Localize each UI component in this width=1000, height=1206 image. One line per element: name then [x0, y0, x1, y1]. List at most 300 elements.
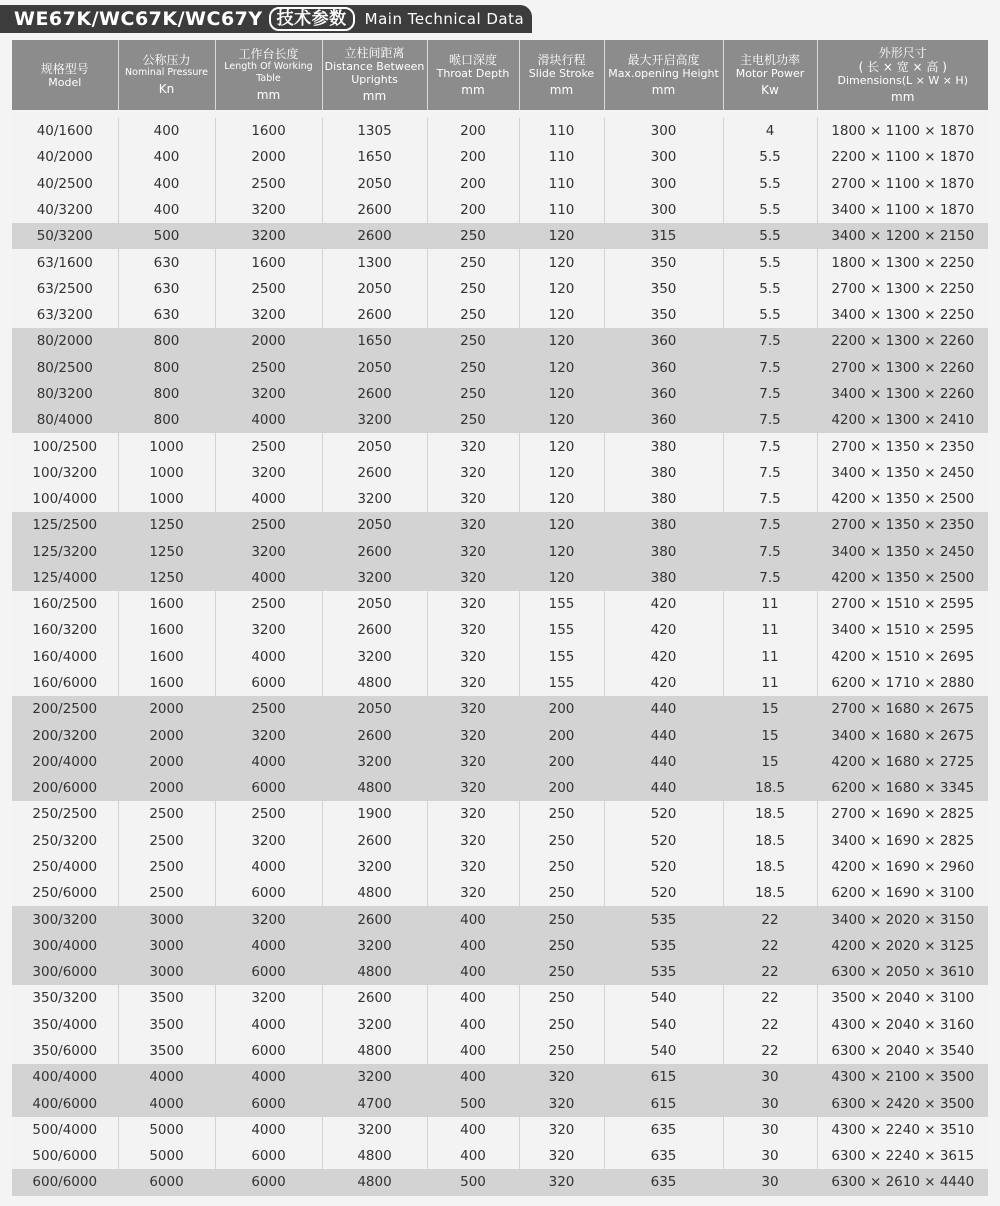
cell-motor-power: 18.5 — [723, 775, 817, 801]
cell-motor-power: 22 — [723, 933, 817, 959]
cell-motor-power: 7.5 — [723, 433, 817, 459]
table-body — [12, 110, 988, 1196]
cell-distance-between-uprights: 2600 — [322, 906, 427, 932]
cell-working-table-length: 2500 — [215, 355, 322, 381]
cell-model: 63/1600 — [12, 249, 118, 275]
cell-motor-power: 15 — [723, 722, 817, 748]
technical-data-table — [12, 40, 988, 1196]
cell-slide-stroke: 120 — [519, 460, 604, 486]
cell-dimensions: 4200 × 1350 × 2500 — [817, 486, 988, 512]
cell-motor-power: 7.5 — [723, 539, 817, 565]
cell-max-opening-height: 420 — [604, 617, 723, 643]
cell-model: 40/2000 — [12, 144, 118, 170]
cell-max-opening-height: 315 — [604, 223, 723, 249]
cell-nominal-pressure: 1600 — [118, 644, 215, 670]
cell-slide-stroke: 110 — [519, 144, 604, 170]
cell-distance-between-uprights: 1300 — [322, 249, 427, 275]
cell-slide-stroke: 250 — [519, 959, 604, 985]
cell-distance-between-uprights: 2600 — [322, 302, 427, 328]
cell-nominal-pressure: 1600 — [118, 591, 215, 617]
cell-max-opening-height: 360 — [604, 381, 723, 407]
cell-dimensions: 4200 × 1510 × 2695 — [817, 644, 988, 670]
cell-throat-depth: 400 — [427, 933, 519, 959]
cell-throat-depth: 250 — [427, 276, 519, 302]
cell-model: 400/4000 — [12, 1064, 118, 1090]
cell-throat-depth: 250 — [427, 407, 519, 433]
table-row — [12, 828, 988, 854]
cell-model: 300/4000 — [12, 933, 118, 959]
cell-max-opening-height: 300 — [604, 118, 723, 144]
header-max-opening-height — [604, 40, 723, 110]
cell-model: 160/6000 — [12, 670, 118, 696]
cell-distance-between-uprights: 1900 — [322, 801, 427, 827]
cell-working-table-length: 1600 — [215, 249, 322, 275]
cell-dimensions: 1800 × 1300 × 2250 — [817, 249, 988, 275]
cell-slide-stroke: 200 — [519, 722, 604, 748]
cell-slide-stroke: 155 — [519, 591, 604, 617]
header-cn: 公称压力 — [142, 53, 191, 67]
cell-dimensions: 2200 × 1100 × 1870 — [817, 144, 988, 170]
cell-max-opening-height: 520 — [604, 828, 723, 854]
table-row — [12, 722, 988, 748]
table-row — [12, 355, 988, 381]
header-cn: 规格型号 — [40, 61, 89, 76]
header-unit: mm — [549, 82, 574, 97]
cell-max-opening-height: 300 — [604, 144, 723, 170]
cell-distance-between-uprights: 2600 — [322, 223, 427, 249]
cell-nominal-pressure: 630 — [118, 302, 215, 328]
cell-model: 100/2500 — [12, 433, 118, 459]
table-row — [12, 933, 988, 959]
cell-slide-stroke: 155 — [519, 644, 604, 670]
cell-distance-between-uprights: 2050 — [322, 696, 427, 722]
cell-distance-between-uprights: 4800 — [322, 775, 427, 801]
cell-throat-depth: 250 — [427, 328, 519, 354]
cell-slide-stroke: 250 — [519, 906, 604, 932]
table-row — [12, 985, 988, 1011]
header-en: Nominal Pressure — [125, 67, 208, 78]
cell-working-table-length: 3200 — [215, 381, 322, 407]
cell-nominal-pressure: 500 — [118, 223, 215, 249]
table-row — [12, 1143, 988, 1169]
table-header-row — [12, 40, 988, 110]
cell-distance-between-uprights: 4800 — [322, 1038, 427, 1064]
cell-slide-stroke: 250 — [519, 854, 604, 880]
cell-slide-stroke: 120 — [519, 223, 604, 249]
header-en: Model — [48, 75, 82, 89]
cell-throat-depth: 250 — [427, 355, 519, 381]
cell-motor-power: 7.5 — [723, 381, 817, 407]
cell-max-opening-height: 535 — [604, 906, 723, 932]
cell-distance-between-uprights: 2600 — [322, 617, 427, 643]
header-en: Distance Between Uprights — [324, 60, 425, 86]
cell-dimensions: 3400 × 1200 × 2150 — [817, 223, 988, 249]
cell-working-table-length: 2500 — [215, 276, 322, 302]
cell-working-table-length: 3200 — [215, 985, 322, 1011]
title-badge — [0, 5, 532, 33]
cell-dimensions: 2700 × 1300 × 2260 — [817, 355, 988, 381]
table-row — [12, 1090, 988, 1116]
cell-throat-depth: 400 — [427, 1012, 519, 1038]
cell-working-table-length: 4000 — [215, 1012, 322, 1038]
cell-throat-depth: 250 — [427, 302, 519, 328]
cell-dimensions: 6200 × 1680 × 3345 — [817, 775, 988, 801]
cell-distance-between-uprights: 2600 — [322, 460, 427, 486]
cell-max-opening-height: 380 — [604, 433, 723, 459]
cell-model: 500/4000 — [12, 1117, 118, 1143]
cell-model: 300/6000 — [12, 959, 118, 985]
cell-nominal-pressure: 6000 — [118, 1169, 215, 1195]
cell-nominal-pressure: 800 — [118, 328, 215, 354]
header-distance-between-uprights — [322, 40, 427, 110]
cell-throat-depth: 320 — [427, 775, 519, 801]
cell-throat-depth: 320 — [427, 670, 519, 696]
cell-model: 125/2500 — [12, 512, 118, 538]
table-row — [12, 433, 988, 459]
cell-max-opening-height: 440 — [604, 775, 723, 801]
cell-working-table-length: 3200 — [215, 617, 322, 643]
cell-throat-depth: 320 — [427, 539, 519, 565]
cell-nominal-pressure: 2000 — [118, 696, 215, 722]
cell-working-table-length: 3200 — [215, 197, 322, 223]
cell-throat-depth: 400 — [427, 1038, 519, 1064]
cell-nominal-pressure: 400 — [118, 171, 215, 197]
cell-motor-power: 22 — [723, 906, 817, 932]
header-cn: 主电机功率 — [739, 52, 800, 67]
cell-model: 250/4000 — [12, 854, 118, 880]
cell-motor-power: 22 — [723, 1038, 817, 1064]
cell-slide-stroke: 120 — [519, 355, 604, 381]
cell-throat-depth: 320 — [427, 722, 519, 748]
cell-model: 125/4000 — [12, 565, 118, 591]
table-row — [12, 880, 988, 906]
cell-nominal-pressure: 400 — [118, 197, 215, 223]
cell-distance-between-uprights: 2600 — [322, 381, 427, 407]
cell-distance-between-uprights: 2050 — [322, 512, 427, 538]
cell-slide-stroke: 200 — [519, 775, 604, 801]
header-unit: Kw — [761, 82, 779, 97]
cell-slide-stroke: 155 — [519, 617, 604, 643]
table-row — [12, 565, 988, 591]
cell-model: 125/3200 — [12, 539, 118, 565]
cell-slide-stroke: 250 — [519, 828, 604, 854]
title-english: Main Technical Data — [364, 10, 525, 28]
cell-dimensions: 6300 × 2240 × 3615 — [817, 1143, 988, 1169]
cell-dimensions: 2700 × 1510 × 2595 — [817, 591, 988, 617]
cell-dimensions: 2700 × 1690 × 2825 — [817, 801, 988, 827]
cell-working-table-length: 2500 — [215, 171, 322, 197]
cell-dimensions: 4200 × 1690 × 2960 — [817, 854, 988, 880]
cell-nominal-pressure: 400 — [118, 118, 215, 144]
cell-dimensions: 4300 × 2100 × 3500 — [817, 1064, 988, 1090]
cell-working-table-length: 4000 — [215, 1064, 322, 1090]
cell-throat-depth: 320 — [427, 801, 519, 827]
cell-slide-stroke: 120 — [519, 381, 604, 407]
cell-max-opening-height: 635 — [604, 1143, 723, 1169]
table-row — [12, 644, 988, 670]
cell-throat-depth: 250 — [427, 381, 519, 407]
header-gap-row — [12, 110, 988, 118]
cell-motor-power: 30 — [723, 1169, 817, 1195]
header-unit: mm — [891, 89, 915, 104]
cell-slide-stroke: 120 — [519, 565, 604, 591]
cell-model: 350/6000 — [12, 1038, 118, 1064]
cell-nominal-pressure: 2000 — [118, 749, 215, 775]
cell-slide-stroke: 250 — [519, 933, 604, 959]
table-row — [12, 512, 988, 538]
cell-working-table-length: 2000 — [215, 144, 322, 170]
header-en: Motor Power — [735, 66, 805, 80]
cell-dimensions: 3400 × 1510 × 2595 — [817, 617, 988, 643]
table-row — [12, 223, 988, 249]
cell-model: 400/6000 — [12, 1090, 118, 1116]
header-cn: 喉口深度 — [448, 52, 497, 67]
cell-model: 80/4000 — [12, 407, 118, 433]
cell-throat-depth: 500 — [427, 1169, 519, 1195]
cell-dimensions: 6300 × 2040 × 3540 — [817, 1038, 988, 1064]
cell-motor-power: 11 — [723, 591, 817, 617]
cell-model: 200/4000 — [12, 749, 118, 775]
cell-throat-depth: 200 — [427, 171, 519, 197]
cell-model: 40/3200 — [12, 197, 118, 223]
cell-motor-power: 30 — [723, 1117, 817, 1143]
cell-working-table-length: 6000 — [215, 1169, 322, 1195]
cell-nominal-pressure: 800 — [118, 407, 215, 433]
cell-slide-stroke: 250 — [519, 801, 604, 827]
table-row — [12, 1038, 988, 1064]
cell-distance-between-uprights: 2050 — [322, 355, 427, 381]
cell-nominal-pressure: 2500 — [118, 801, 215, 827]
cell-slide-stroke: 120 — [519, 486, 604, 512]
cell-working-table-length: 3200 — [215, 828, 322, 854]
cell-dimensions: 3400 × 1350 × 2450 — [817, 460, 988, 486]
cell-working-table-length: 4000 — [215, 644, 322, 670]
cell-motor-power: 7.5 — [723, 407, 817, 433]
cell-nominal-pressure: 2000 — [118, 775, 215, 801]
header-unit: mm — [256, 88, 281, 102]
cell-max-opening-height: 420 — [604, 591, 723, 617]
cell-dimensions: 6300 × 2050 × 3610 — [817, 959, 988, 985]
cell-model: 160/3200 — [12, 617, 118, 643]
cell-distance-between-uprights: 2050 — [322, 276, 427, 302]
cell-throat-depth: 320 — [427, 433, 519, 459]
header-en: Dimensions(L × W × H) — [837, 73, 968, 87]
cell-working-table-length: 6000 — [215, 1038, 322, 1064]
cell-throat-depth: 320 — [427, 591, 519, 617]
cell-distance-between-uprights: 2600 — [322, 197, 427, 223]
cell-dimensions: 2700 × 1300 × 2250 — [817, 276, 988, 302]
cell-slide-stroke: 120 — [519, 433, 604, 459]
cell-motor-power: 7.5 — [723, 355, 817, 381]
cell-dimensions: 2700 × 1100 × 1870 — [817, 171, 988, 197]
cell-motor-power: 5.5 — [723, 144, 817, 170]
cell-working-table-length: 4000 — [215, 407, 322, 433]
cell-distance-between-uprights: 3200 — [322, 933, 427, 959]
cell-max-opening-height: 520 — [604, 880, 723, 906]
cell-slide-stroke: 120 — [519, 512, 604, 538]
cell-motor-power: 5.5 — [723, 302, 817, 328]
table-row — [12, 591, 988, 617]
cell-working-table-length: 4000 — [215, 854, 322, 880]
cell-motor-power: 5.5 — [723, 171, 817, 197]
cell-dimensions: 3400 × 1300 × 2260 — [817, 381, 988, 407]
cell-dimensions: 6300 × 2610 × 4440 — [817, 1169, 988, 1195]
cell-motor-power: 15 — [723, 696, 817, 722]
cell-nominal-pressure: 3000 — [118, 959, 215, 985]
cell-max-opening-height: 360 — [604, 355, 723, 381]
cell-distance-between-uprights: 3200 — [322, 749, 427, 775]
cell-nominal-pressure: 2500 — [118, 854, 215, 880]
cell-nominal-pressure: 2500 — [118, 828, 215, 854]
cell-nominal-pressure: 4000 — [118, 1090, 215, 1116]
header-cn: 外形尺寸 — [878, 45, 927, 60]
header-cn: 工作台长度 — [238, 47, 299, 61]
cell-working-table-length: 2500 — [215, 512, 322, 538]
table-row — [12, 144, 988, 170]
cell-max-opening-height: 535 — [604, 933, 723, 959]
table-row — [12, 276, 988, 302]
cell-max-opening-height: 615 — [604, 1064, 723, 1090]
cell-working-table-length: 6000 — [215, 775, 322, 801]
table-row — [12, 854, 988, 880]
header-en: Slide Stroke — [528, 66, 595, 80]
cell-model: 40/1600 — [12, 118, 118, 144]
header-cn: 滑块行程 — [537, 52, 586, 67]
cell-nominal-pressure: 1250 — [118, 565, 215, 591]
cell-slide-stroke: 120 — [519, 407, 604, 433]
cell-throat-depth: 250 — [427, 249, 519, 275]
cell-working-table-length: 4000 — [215, 933, 322, 959]
cell-throat-depth: 200 — [427, 144, 519, 170]
cell-motor-power: 22 — [723, 985, 817, 1011]
header-cn: 立柱间距离 — [344, 46, 405, 60]
cell-throat-depth: 320 — [427, 512, 519, 538]
cell-working-table-length: 4000 — [215, 1117, 322, 1143]
cell-slide-stroke: 155 — [519, 670, 604, 696]
cell-motor-power: 7.5 — [723, 460, 817, 486]
cell-nominal-pressure: 1600 — [118, 670, 215, 696]
cell-model: 63/2500 — [12, 276, 118, 302]
cell-throat-depth: 320 — [427, 644, 519, 670]
cell-throat-depth: 320 — [427, 854, 519, 880]
cell-nominal-pressure: 2500 — [118, 880, 215, 906]
cell-motor-power: 11 — [723, 670, 817, 696]
header-unit: Kn — [158, 82, 175, 96]
cell-slide-stroke: 200 — [519, 696, 604, 722]
cell-dimensions: 3400 × 1680 × 2675 — [817, 722, 988, 748]
cell-slide-stroke: 120 — [519, 276, 604, 302]
cell-model: 80/3200 — [12, 381, 118, 407]
cell-slide-stroke: 250 — [519, 880, 604, 906]
cell-max-opening-height: 300 — [604, 197, 723, 223]
cell-max-opening-height: 520 — [604, 854, 723, 880]
cell-dimensions: 1800 × 1100 × 1870 — [817, 118, 988, 144]
cell-model: 200/6000 — [12, 775, 118, 801]
cell-dimensions: 3400 × 1100 × 1870 — [817, 197, 988, 223]
header-en: Max.opening Height — [608, 66, 719, 80]
cell-distance-between-uprights: 4800 — [322, 1143, 427, 1169]
gap-cell — [12, 110, 988, 118]
cell-slide-stroke: 200 — [519, 749, 604, 775]
cell-distance-between-uprights: 3200 — [322, 565, 427, 591]
cell-dimensions: 2700 × 1680 × 2675 — [817, 696, 988, 722]
cell-distance-between-uprights: 3200 — [322, 486, 427, 512]
cell-dimensions: 6300 × 2420 × 3500 — [817, 1090, 988, 1116]
cell-max-opening-height: 440 — [604, 749, 723, 775]
cell-max-opening-height: 540 — [604, 1012, 723, 1038]
cell-throat-depth: 400 — [427, 906, 519, 932]
cell-dimensions: 4200 × 1680 × 2725 — [817, 749, 988, 775]
table-row — [12, 1012, 988, 1038]
cell-throat-depth: 320 — [427, 486, 519, 512]
table-row — [12, 1117, 988, 1143]
cell-model: 160/4000 — [12, 644, 118, 670]
cell-model: 160/2500 — [12, 591, 118, 617]
table-row — [12, 539, 988, 565]
table-row — [12, 302, 988, 328]
cell-motor-power: 7.5 — [723, 486, 817, 512]
technical-data-table-container — [12, 40, 988, 1190]
cell-working-table-length: 3200 — [215, 906, 322, 932]
cell-nominal-pressure: 1250 — [118, 512, 215, 538]
cell-distance-between-uprights: 4800 — [322, 880, 427, 906]
cell-model: 80/2500 — [12, 355, 118, 381]
cell-working-table-length: 2500 — [215, 801, 322, 827]
cell-motor-power: 22 — [723, 1012, 817, 1038]
cell-throat-depth: 200 — [427, 118, 519, 144]
cell-distance-between-uprights: 3200 — [322, 1117, 427, 1143]
table-row — [12, 959, 988, 985]
cell-nominal-pressure: 1000 — [118, 460, 215, 486]
table-row — [12, 328, 988, 354]
cell-motor-power: 11 — [723, 644, 817, 670]
cell-throat-depth: 400 — [427, 985, 519, 1011]
cell-dimensions: 2700 × 1350 × 2350 — [817, 512, 988, 538]
cell-model: 200/3200 — [12, 722, 118, 748]
cell-model: 500/6000 — [12, 1143, 118, 1169]
cell-motor-power: 7.5 — [723, 565, 817, 591]
cell-motor-power: 15 — [723, 749, 817, 775]
cell-max-opening-height: 380 — [604, 486, 723, 512]
cell-model: 200/2500 — [12, 696, 118, 722]
cell-motor-power: 5.5 — [723, 276, 817, 302]
cell-slide-stroke: 110 — [519, 171, 604, 197]
cell-slide-stroke: 250 — [519, 985, 604, 1011]
cell-distance-between-uprights: 1305 — [322, 118, 427, 144]
cell-max-opening-height: 535 — [604, 959, 723, 985]
cell-distance-between-uprights: 2600 — [322, 985, 427, 1011]
cell-max-opening-height: 420 — [604, 670, 723, 696]
cell-throat-depth: 320 — [427, 696, 519, 722]
cell-nominal-pressure: 3000 — [118, 933, 215, 959]
cell-dimensions: 6200 × 1710 × 2880 — [817, 670, 988, 696]
cell-working-table-length: 3200 — [215, 539, 322, 565]
cell-dimensions: 4300 × 2040 × 3160 — [817, 1012, 988, 1038]
cell-working-table-length: 2500 — [215, 433, 322, 459]
table-row — [12, 670, 988, 696]
model-series-title: WE67K/WC67K/WC67Y — [14, 8, 263, 30]
cell-dimensions: 2700 × 1350 × 2350 — [817, 433, 988, 459]
cell-slide-stroke: 110 — [519, 118, 604, 144]
cell-throat-depth: 400 — [427, 1117, 519, 1143]
cell-distance-between-uprights: 3200 — [322, 644, 427, 670]
cell-distance-between-uprights: 3200 — [322, 407, 427, 433]
cell-max-opening-height: 420 — [604, 644, 723, 670]
cell-motor-power: 5.5 — [723, 223, 817, 249]
header-model — [12, 40, 118, 110]
cell-nominal-pressure: 1000 — [118, 486, 215, 512]
cell-nominal-pressure: 5000 — [118, 1117, 215, 1143]
